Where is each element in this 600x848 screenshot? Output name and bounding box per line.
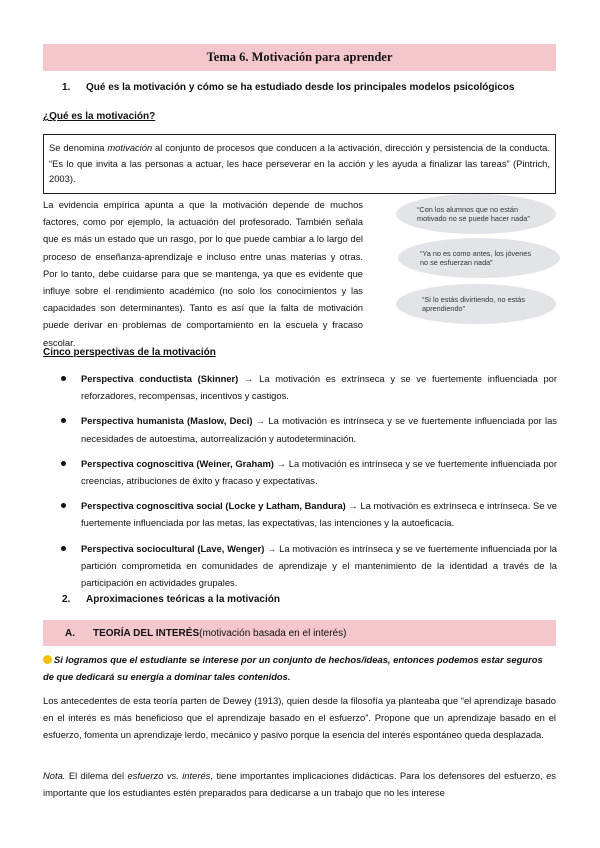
lightbulb-icon bbox=[43, 655, 52, 664]
perspective-text: → La motivación es extrínseca y se ve fuertemente influenciada por reforzadores, recompensas, incentivos y castigos. bbox=[81, 373, 557, 402]
page-title: Tema 6. Motivación para aprender bbox=[206, 50, 393, 64]
perspective-name: Perspectiva cognoscitiva social (Locke y Latham, Bandura) bbox=[81, 500, 346, 512]
note-label: Nota. bbox=[43, 770, 66, 781]
quote-bubble-3 bbox=[396, 284, 556, 324]
bullet-dot bbox=[61, 503, 66, 508]
subheading-perspectivas: Cinco perspectivas de la motivación bbox=[43, 347, 216, 358]
section-2-title: Aproximaciones teóricas a la motivación bbox=[86, 594, 280, 605]
quote-bubble-1-text: “Con los alumnos que no están motivado no se puede hacer nada” bbox=[417, 205, 530, 223]
note-part-1: El dilema del bbox=[65, 770, 128, 781]
definition-before: Se denomina bbox=[49, 142, 108, 153]
definition-after: al conjunto de procesos que conducen a la activación, dirección y persistencia de la conducta. “Es lo que invita a las personas a actuar, les hace perseverar en la acción y les ayuda a finalizar las tareas” (Pintrich, 2003). bbox=[49, 142, 550, 184]
bullet-dot bbox=[61, 461, 66, 466]
section-1-title: Qué es la motivación y cómo se ha estudiado desde los principales modelos psicológicos bbox=[86, 82, 515, 93]
perspective-name: Perspectiva conductista (Skinner) bbox=[81, 373, 239, 384]
quote-bubble-2-text: “Ya no es como antes, los jóvenes no se esfuerzan nada” bbox=[420, 249, 531, 267]
bullet-dot bbox=[61, 376, 66, 381]
bullet-dot bbox=[61, 546, 66, 551]
section-a-letter: A. bbox=[65, 627, 75, 639]
title-banner bbox=[43, 44, 556, 71]
perspective-name: Perspectiva sociocultural (Lave, Wenger) bbox=[81, 542, 265, 554]
perspectives-list bbox=[57, 370, 557, 599]
dewey-paragraph: Los antecedentes de esta teoría parten de Dewey (1913), quien desde la filosofía ya planteaba que “el aprendizaje basado en el interés es más beneficioso que el aprendizaje basado en el esfuerzo”. Propone que un aprendizaje basado en el esfuerzo, fomenta un aprendizaje lerdo, mecánico y pasivo porque la esencia del interés espontáneo queda desplazada. bbox=[43, 695, 556, 741]
section-a-title: TEORÍA DEL INTERÉS bbox=[93, 627, 200, 639]
list-item bbox=[57, 370, 557, 404]
note-paragraph bbox=[43, 767, 556, 801]
note-italic: esfuerzo vs. interés bbox=[127, 770, 211, 781]
bullet-dot bbox=[61, 418, 66, 423]
section-1-number: 1. bbox=[62, 82, 71, 93]
section-2-number: 2. bbox=[62, 594, 71, 605]
perspective-text: → La motivación es extrínseca e intrínseca. Se ve fuertemente influenciada por las metas, las expectativas, las intenciones y la autoeficacia. bbox=[81, 500, 557, 529]
section-2-heading bbox=[62, 594, 280, 605]
list-item bbox=[57, 540, 557, 592]
list-item bbox=[57, 497, 557, 531]
section-a-subtitle: (motivación basada en el interés) bbox=[199, 627, 347, 639]
perspective-name: Perspectiva humanista (Maslow, Deci) bbox=[81, 415, 253, 427]
key-quote bbox=[43, 651, 556, 685]
key-quote-text: Si logramos que el estudiante se interese por un conjunto de hechos/ideas, entonces podemos estar seguros de que dedicará su energía a dominar tales contenidos. bbox=[43, 654, 543, 683]
perspective-name: Perspectiva cognoscitiva (Weiner, Graham) bbox=[81, 457, 274, 469]
quote-bubble-2 bbox=[398, 238, 560, 278]
note-part-2: , tiene importantes implicaciones didácticas. Para los defensores del esfuerzo, es importante que los estudiantes estén preparados para dedicarse a un trabajo que no les interese bbox=[43, 770, 556, 799]
list-item bbox=[57, 455, 557, 489]
definition-box bbox=[43, 134, 556, 194]
evidence-paragraph: La evidencia empírica apunta a que la motivación depende de muchos factores, como por ejemplo, la actuación del profesorado. También señala que es más un estado que un rasgo, por lo que puede cambiar a lo largo del proceso de enseñanza-aprendizaje e incluso entre unas materias y otras. Por lo tanto, debe cuidarse para que se mantenga, ya que es evidente que influye sobre el rendimiento académico (no solo los conocimientos y las capacidades son determinantes). Tanto es así que la falta de motivación puede derivar en problemas de comportamiento en la escuela y fracaso escolar. bbox=[43, 199, 363, 348]
definition-term: motivación bbox=[107, 142, 153, 153]
section-a-banner bbox=[43, 620, 556, 646]
perspective-text: → La motivación es intrínseca y se ve fuertemente influenciada por las necesidades de autoestima, autorrealización y autodeterminación. bbox=[81, 415, 557, 444]
list-item bbox=[57, 412, 557, 446]
perspective-text: → La motivación es intrínseca y se ve fuertemente influenciada por creencias, atribuciones de éxito y fracaso y expectativas. bbox=[81, 457, 558, 487]
subheading-que-es: ¿Qué es la motivación? bbox=[43, 111, 156, 122]
quote-bubble-1 bbox=[396, 194, 556, 234]
section-1-heading bbox=[62, 82, 514, 93]
quote-bubble-3-text: “Si lo estás divirtiendo, no estás aprendiendo” bbox=[422, 295, 526, 313]
perspective-text: → La motivación es intrínseca y se ve fuertemente influenciada por la partición comprometida en comunidades de aprendizaje y el mantenimiento de la identidad a través de la participación en actividades grupales. bbox=[81, 542, 557, 589]
